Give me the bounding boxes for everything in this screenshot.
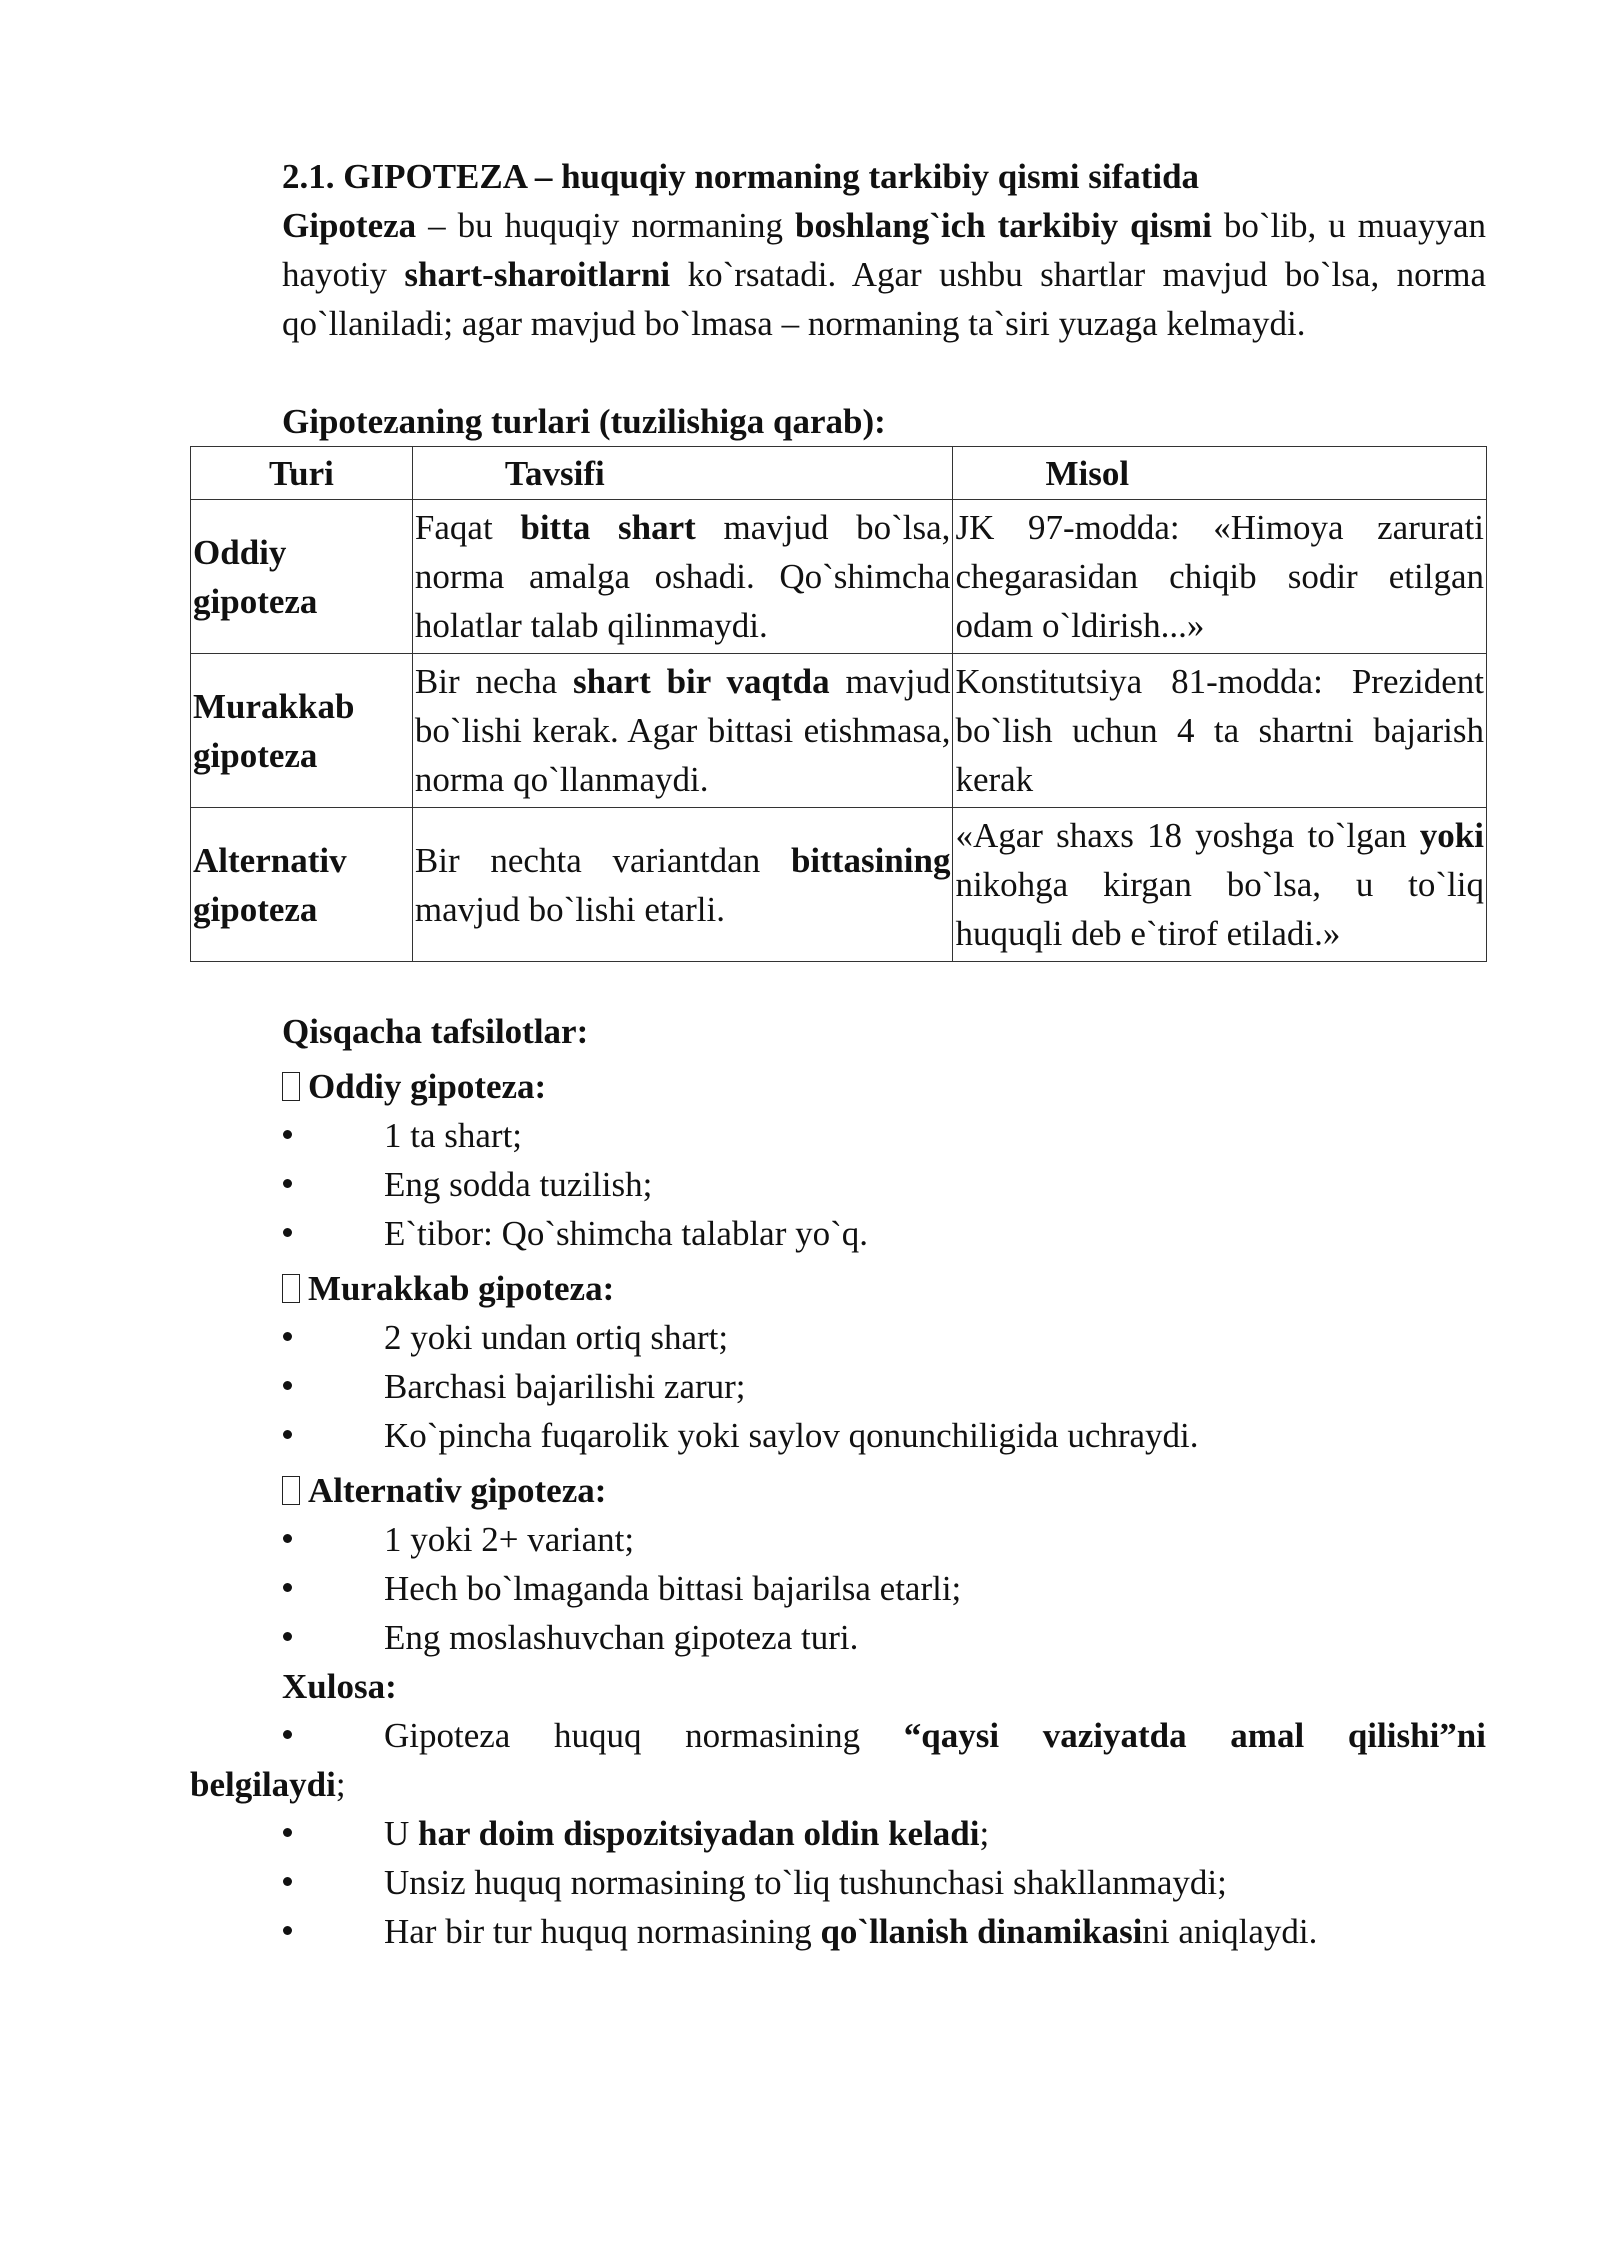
bullet-icon [283,1430,292,1439]
types-table [190,446,1487,962]
section-title-oddiy: Oddiy gipoteza: [190,1062,1486,1111]
bullet-icon [283,1632,292,1641]
list-item: Eng moslashuvchan gipoteza turi. [190,1613,1486,1662]
row-tavsifi: Bir necha shart bir vaqtda mavjud bo`lishi kerak. Agar bittasi etishmasa, norma qo`llanmaydi. [412,654,953,808]
row-misol: «Agar shaxs 18 yoshga to`lgan yoki nikohga kirgan bo`lsa, u to`liq huquqli deb e`tirof etiladi.» [953,808,1487,962]
row-turi: Oddiy gipoteza [191,500,413,654]
wrapped-line: belgilaydi; [190,1765,346,1804]
row-turi: Murakkab gipoteza [191,654,413,808]
list-item: 2 yoki undan ortiq shart; [190,1313,1486,1362]
list-item: E`tibor: Qo`shimcha talablar yo`q. [190,1209,1486,1258]
intro-term: Gipoteza [282,206,417,245]
intro-bold-1: boshlang`ich tarkibiy qismi [794,206,1212,245]
bullet-icon [283,1534,292,1543]
header-turi: Turi [191,447,413,500]
intro-text-3: ko`rsatadi. Agar ushbu shartlar mavjud bo`lsa, norma qo`llaniladi; agar mavjud bo`lmasa – normaning ta`siri yuzaga kelmaydi. [282,255,1487,343]
list-item: Har bir tur huquq normasining qo`llanish dinamikasini aniqlaydi. [190,1907,1486,1956]
intro-paragraph [190,201,1486,348]
bullet-list [190,1313,1486,1460]
row-tavsifi: Bir nechta variantdan bittasining mavjud bo`lishi etarli. [412,808,953,962]
list-item: Hech bo`lmaganda bittasi bajarilsa etarli; [190,1564,1486,1613]
table-row [191,500,1487,654]
intro-text-1: – bu huquqiy normaning [416,206,795,245]
bullet-icon [283,1228,292,1237]
bullet-list [190,1111,1486,1258]
bullet-icon [283,1583,292,1592]
list-item: Barchasi bajarilishi zarur; [190,1362,1486,1411]
row-misol: Konstitutsiya 81-modda: Prezident bo`lish uchun 4 ta shartni bajarish kerak [953,654,1487,808]
header-misol: Misol [953,447,1487,500]
bullet-icon [283,1381,292,1390]
list-item: U har doim dispozitsiyadan oldin keladi; [190,1809,1486,1858]
row-misol: JK 97-modda: «Himoya zarurati chegarasidan chiqib sodir etilgan odam o`ldirish...» [953,500,1487,654]
list-item: 1 yoki 2+ variant; [190,1515,1486,1564]
intro-text-2: bo`lib, u muayyan hayotiy [282,206,1486,294]
list-item: 1 ta shart; [190,1111,1486,1160]
conclusion-heading: Xulosa: [282,1667,397,1706]
table-header-row [191,447,1487,500]
details-heading: Qisqacha tafsilotlar: [282,1012,589,1051]
section-murakkab [190,1264,1486,1460]
bullet-icon [283,1877,292,1886]
bullet-icon [283,1926,292,1935]
list-item: Unsiz huquq normasining to`liq tushunchasi shakllanmaydi; [190,1858,1486,1907]
section-title-alternativ: Alternativ gipoteza: [190,1466,1486,1515]
row-turi: Alternativ gipoteza [191,808,413,962]
header-tavsifi: Tavsifi [412,447,953,500]
table-row [191,654,1487,808]
bullet-icon [283,1179,292,1188]
intro-bold-2: shart-sharoitlarni [404,255,671,294]
table-row [191,808,1487,962]
section-title-murakkab: Murakkab gipoteza: [190,1264,1486,1313]
list-item: Eng sodda tuzilish; [190,1160,1486,1209]
bullet-icon [283,1130,292,1139]
bullet-icon [283,1332,292,1341]
row-tavsifi: Faqat bitta shart mavjud bo`lsa, norma amalga oshadi. Qo`shimcha holatlar talab qilinmaydi. [412,500,953,654]
checkbox-glyph-icon [282,1476,300,1505]
bullet-icon [283,1730,292,1739]
section-title: 2.1. GIPOTEZA – huquqiy normaning tarkibiy qismi sifatida [282,157,1200,196]
checkbox-glyph-icon [282,1072,300,1101]
bullet-icon [283,1828,292,1837]
document-content [190,152,1486,1956]
spacer [190,348,1486,397]
conclusion-list [190,1711,1486,1956]
justified-line: Gipoteza huquq normasining “qaysi vaziyatda amal qilishi”ni [384,1716,1486,1755]
types-heading: Gipotezaning turlari (tuzilishiga qarab): [282,402,886,441]
section-oddiy [190,1062,1486,1258]
checkbox-glyph-icon [282,1274,300,1303]
bullet-list [190,1515,1486,1662]
section-alternativ [190,1466,1486,1662]
list-item: Ko`pincha fuqarolik yoki saylov qonunchiligida uchraydi. [190,1411,1486,1460]
list-item [190,1711,1486,1809]
